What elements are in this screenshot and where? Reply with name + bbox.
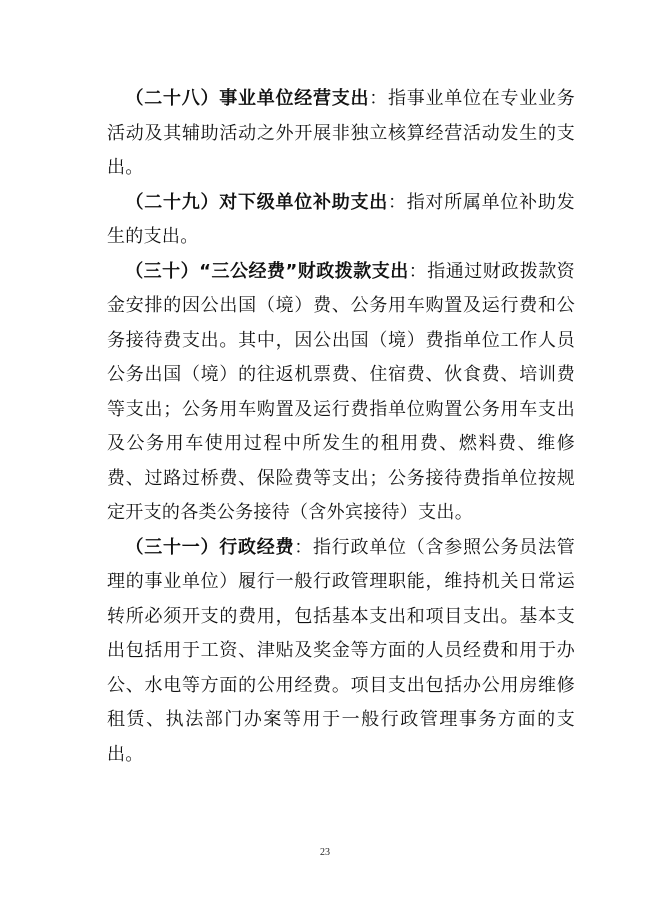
page-number: 23: [320, 847, 330, 858]
paragraph-29: [107, 186, 575, 255]
paragraph-heading: （三十一）行政经费: [125, 536, 295, 558]
paragraph-text: 指对所属单位补助发生的支出。: [107, 191, 575, 247]
paragraph-text: 指通过财政拨款资金安排的因公出国（境）费、公务用车购置及运行费和公务接待费支出。其中，因公出国（境）费指单位工作人员公务出国（境）的往返机票费、住宿费、伙食费、培训费等支出；公务用车购置及运行费指单位购置公务用车支出及公务用车使用过程中所发生的租用费、燃料费、维修费、过路过桥费、保险费等支出；公务接待费指单位按规定开支的各类公务接待（含外宾接待）支出。: [107, 260, 575, 523]
heading-colon: ：: [294, 536, 313, 558]
paragraph-heading: （二十八）事业单位经营支出: [125, 88, 370, 109]
paragraph-heading: （三十）“三公经费”财政拨款支出: [125, 260, 409, 282]
heading-colon: ：: [387, 191, 407, 213]
paragraph-heading: （二十九）对下级单位补助支出: [125, 191, 388, 213]
paragraph-31: [107, 531, 575, 773]
paragraph-text: 指事业单位在专业业务活动及其辅助活动之外开展非独立核算经营活动发生的支出。: [107, 88, 575, 178]
paragraph-30: [107, 255, 575, 531]
heading-colon: ：: [369, 88, 388, 109]
document-body: [107, 82, 575, 772]
paragraph-text: 指行政单位（含参照公务员法管理的事业单位）履行一般行政管理职能，维持机关日常运转所必须开支的费用，包括基本支出和项目支出。基本支出包括用于工资、津贴及奖金等方面的人员经费和用于办公、水电等方面的公用经费。项目支出包括办公用房维修租赁、执法部门办案等用于一般行政管理事务方面的支出。: [107, 536, 575, 765]
paragraph-28: [107, 82, 575, 186]
heading-colon: ：: [408, 260, 428, 282]
